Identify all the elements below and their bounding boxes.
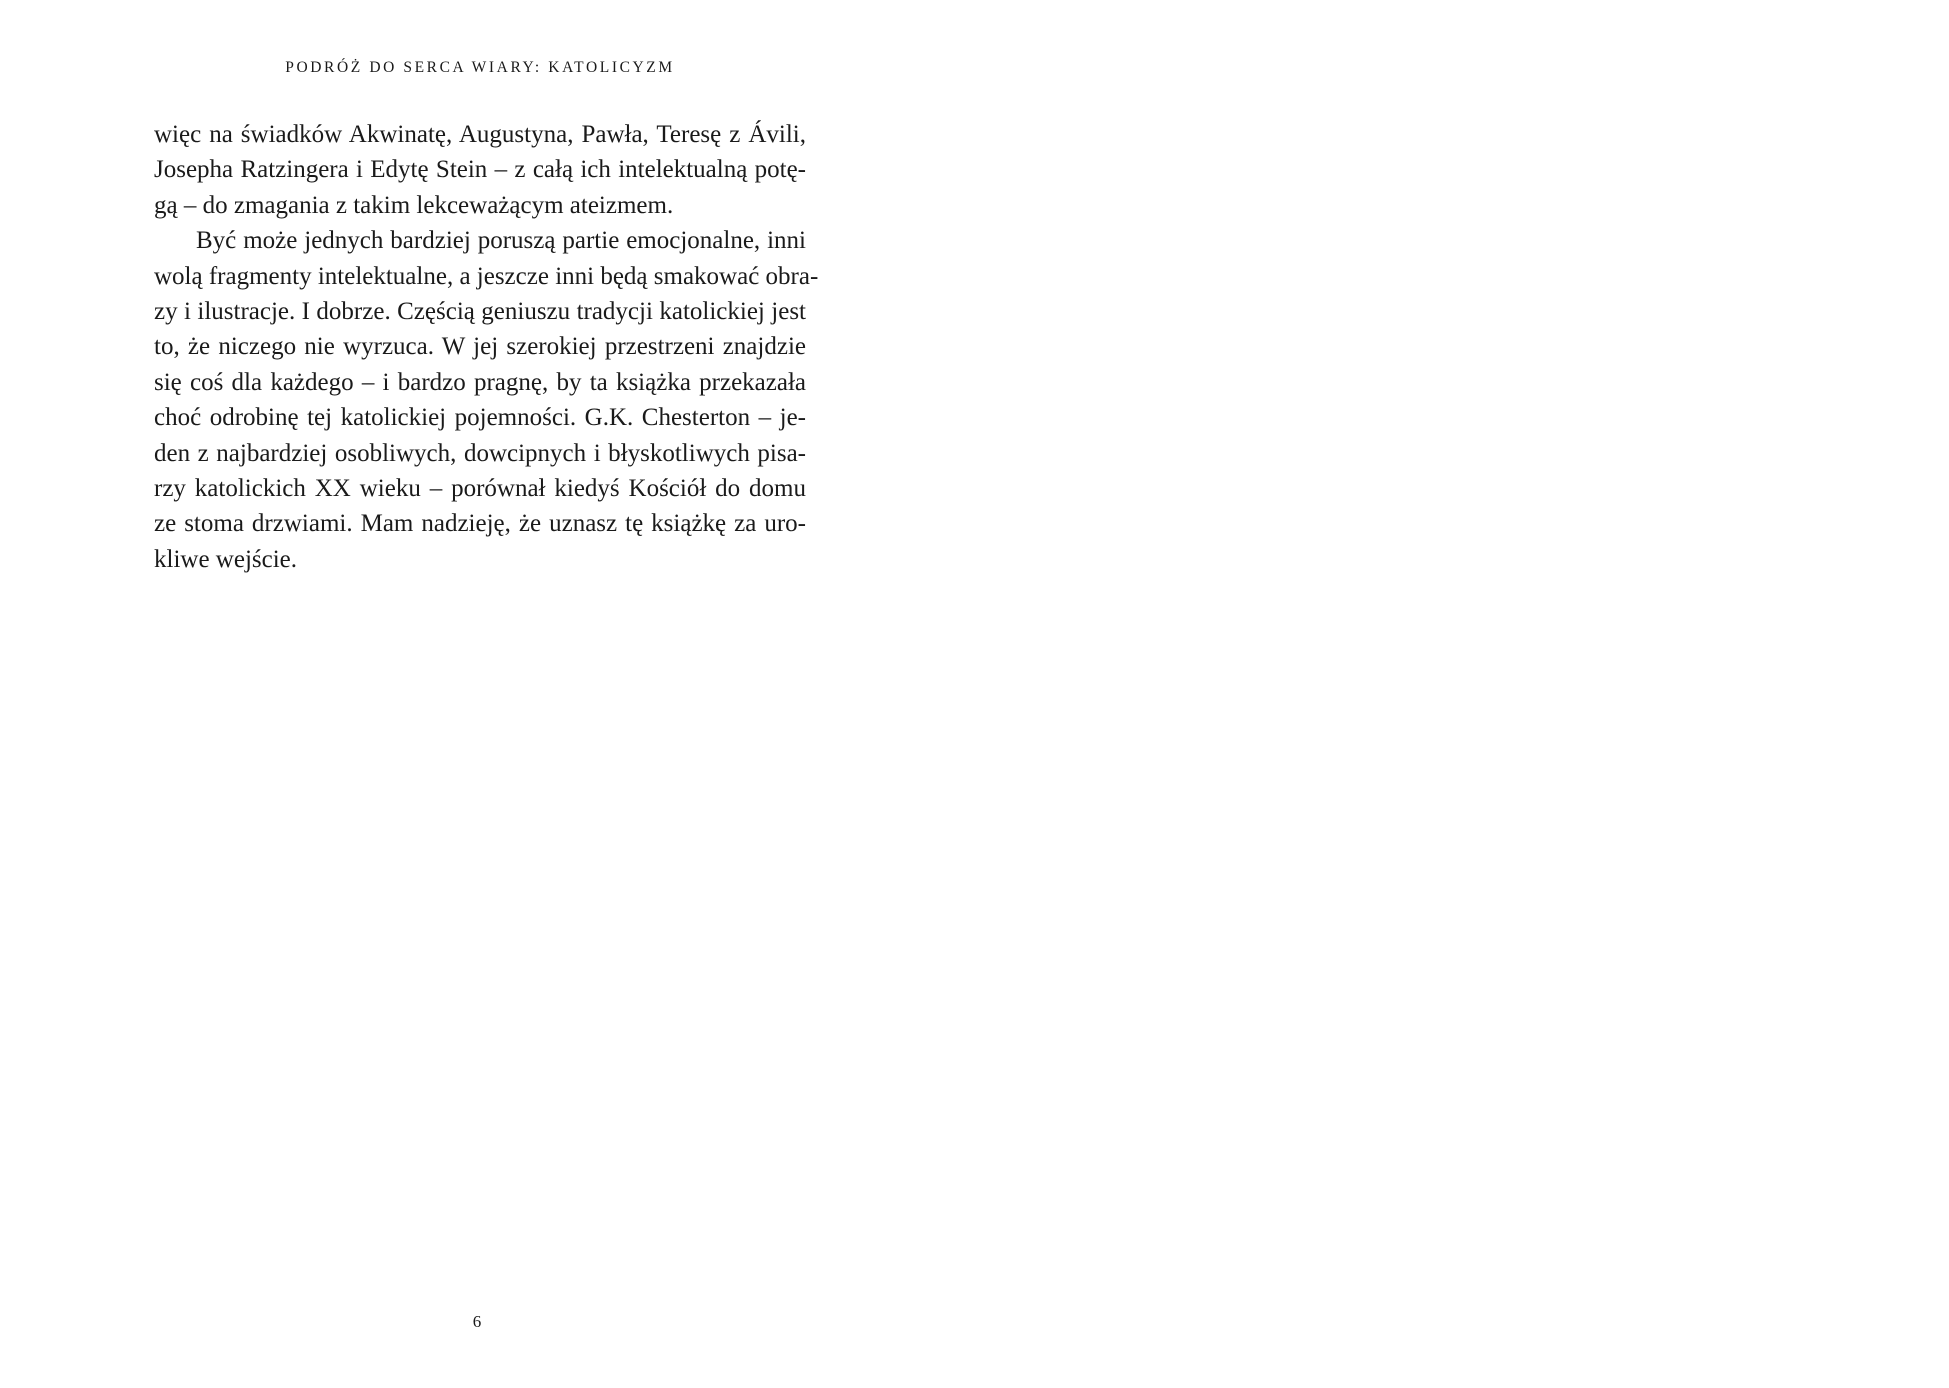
page-number: 6 (472, 1312, 482, 1331)
body-text (154, 117, 819, 577)
text-line: Być może jednych bardziej poruszą partie emocjonalne, inni (196, 227, 806, 255)
running-head: PODRÓŻ DO SERCA WIARY: KATOLICYZM (285, 59, 675, 76)
text-line: den z najbardziej osobliwych, dowcipnych i błyskotliwych pisa- (154, 439, 806, 467)
text-line: zy i ilustracje. I dobrze. Częścią geniuszu tradycji katolickiej jest (154, 297, 806, 325)
text-line: Josepha Ratzingera i Edytę Stein – z całą ich intelektualną potę- (154, 156, 806, 184)
text-line: kliwe wejście. (154, 545, 298, 573)
text-line: gą – do zmagania z takim lekceważącym ateizmem. (154, 191, 674, 219)
text-line: to, że niczego nie wyrzuca. W jej szerokiej przestrzeni znajdzie (154, 333, 806, 361)
text-line: rzy katolickich XX wieku – porównał kiedyś Kościół do domu (154, 474, 806, 502)
text-line: się coś dla każdego – i bardzo pragnę, by ta książka przekazała (154, 368, 806, 396)
text-line: choć odrobinę tej katolickiej pojemności. G.K. Chesterton – je- (154, 404, 806, 432)
paragraph (154, 117, 806, 223)
paragraph (154, 223, 819, 577)
text-line: ze stoma drzwiami. Mam nadzieję, że uznasz tę książkę za uro- (154, 510, 806, 538)
text-line: więc na świadków Akwinatę, Augustyna, Pawła, Teresę z Ávili, (154, 121, 806, 148)
text-line: wolą fragmenty intelektualne, a jeszcze inni będą smakować obra- (154, 262, 819, 290)
